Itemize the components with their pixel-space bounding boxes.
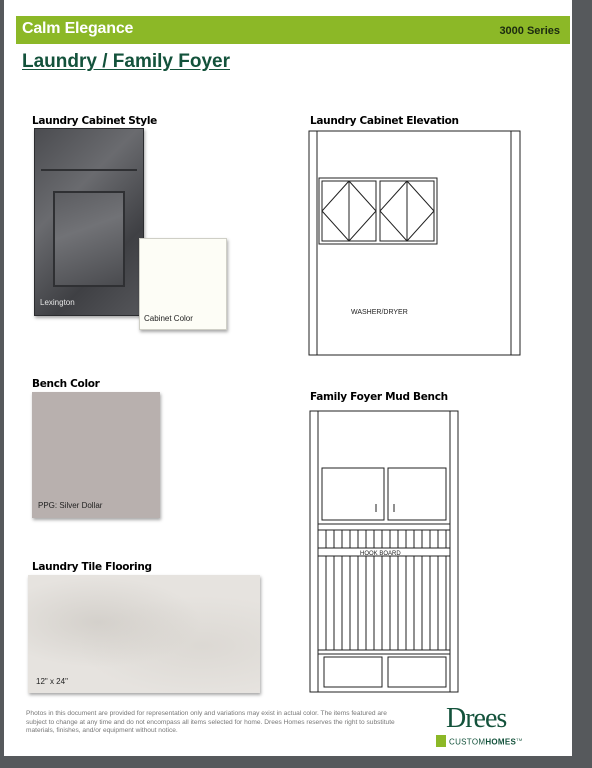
logo-trademark: TM (516, 737, 523, 742)
laundry-cabinet-elevation-label: Laundry Cabinet Elevation (310, 115, 459, 127)
logo-sub-homes: HOMES (485, 737, 517, 747)
mud-bench-label: Family Foyer Mud Bench (310, 391, 448, 403)
bench-swatch-name: PPG: Silver Dollar (38, 501, 103, 510)
logo-green-mark (436, 735, 446, 747)
lexington-door-image (34, 128, 144, 316)
tile-flooring-label: Laundry Tile Flooring (32, 561, 152, 573)
cabinet-color-swatch (139, 238, 227, 330)
logo-sub-custom: CUSTOM (449, 737, 486, 747)
bench-upper-door-right (388, 468, 446, 520)
page-title: Laundry / Family Foyer (22, 51, 230, 72)
header-bar (16, 16, 570, 44)
logo-subtitle (449, 737, 523, 747)
bench-cubby-left (324, 657, 382, 687)
door-top-rail (41, 135, 137, 171)
series-label: 3000 Series (499, 25, 560, 37)
mud-bench-drawing (308, 410, 460, 694)
collection-title: Calm Elegance (22, 20, 134, 37)
document-page (4, 0, 572, 756)
hook-board-note: HOOK BOARD (360, 551, 401, 557)
laundry-elevation-drawing (308, 130, 522, 358)
bench-color-swatch (32, 392, 160, 518)
door-recessed-panel (53, 191, 125, 287)
tile-size-label: 12" x 24" (36, 677, 68, 686)
washer-dryer-note: WASHER/DRYER (351, 309, 408, 316)
bench-color-label: Bench Color (32, 378, 100, 390)
elevation-frame (309, 131, 520, 355)
upper-cabinet-box (319, 178, 437, 244)
cabinet-color-label: Cabinet Color (144, 314, 193, 323)
logo-wordmark: Drees (446, 703, 507, 734)
laundry-cabinet-style-label: Laundry Cabinet Style (32, 115, 157, 127)
tile-flooring-swatch (28, 575, 260, 693)
bench-cubby-right (388, 657, 446, 687)
door-style-name: Lexington (40, 298, 75, 307)
bench-upper-door-left (322, 468, 384, 520)
disclaimer-text: Photos in this document are provided for representation only and variations may exist in actual color. The items featured are subject to change at any time and do not encompass all items selected for home. Drees Homes reserves the right to substitute materials, finishes, and/or equipment without notice. (26, 710, 395, 735)
drees-logo (434, 703, 544, 750)
